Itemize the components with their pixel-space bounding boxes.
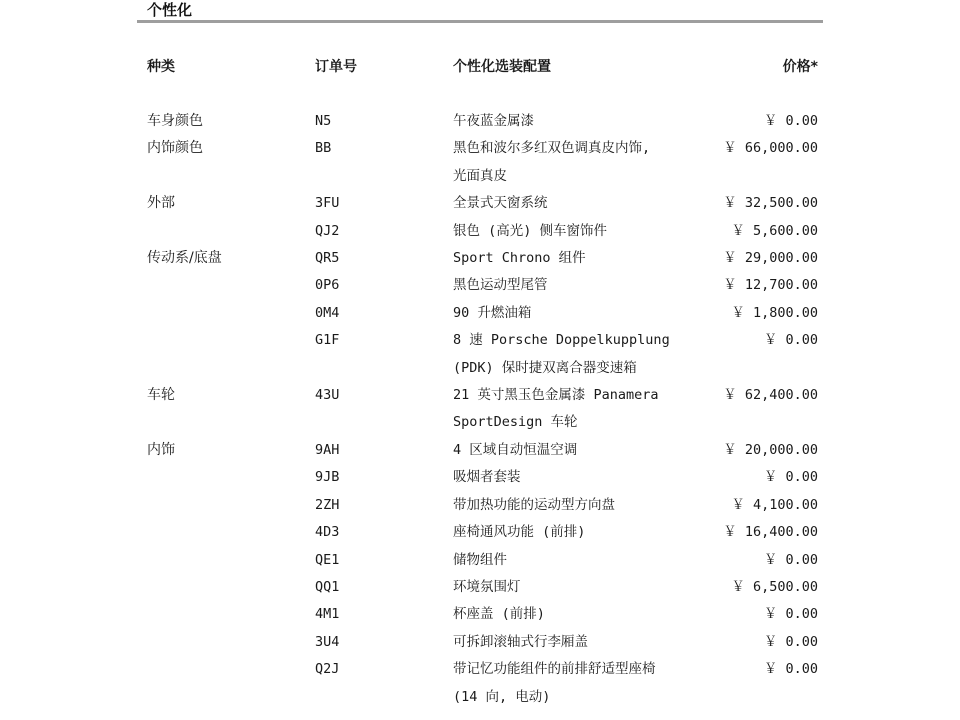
row-price: ￥ 0.00 [763,661,818,678]
table-row [0,656,960,711]
row-option: 黑色和波尔多红双色调真皮内饰, 光面真皮 [453,140,651,184]
table-row [0,245,960,272]
row-category: 车身颜色 [147,113,203,129]
table-row [0,547,960,574]
row-price: ￥ 32,500.00 [723,195,818,212]
row-option: 银色 (高光) 侧车窗饰件 [453,222,608,239]
table-row [0,464,960,491]
row-price: ￥ 20,000.00 [723,441,818,458]
row-option: 90 升燃油箱 [453,304,532,321]
row-option: 21 英寸黑玉色金属漆 Panamera SportDesign 车轮 [453,387,659,431]
table-row [0,300,960,327]
row-price: ￥ 0.00 [763,113,818,129]
table-row [0,629,960,656]
row-price: ￥ 12,700.00 [723,277,818,294]
row-code: 4M1 [315,606,340,623]
header-order-number: 订单号 [315,59,357,75]
row-code: QJ2 [315,222,340,239]
row-category: 车轮 [147,387,175,404]
row-price: ￥ 0.00 [763,469,818,486]
row-code: 43U [315,387,340,404]
row-price: ￥ 0.00 [763,633,818,650]
row-code: 2ZH [315,496,340,513]
row-price: ￥ 0.00 [763,606,818,623]
row-code: BB [315,140,332,157]
row-option: Sport Chrono 组件 [453,250,586,267]
row-price: ￥ 0.00 [763,332,818,349]
header-category: 种类 [147,59,175,75]
row-price: ￥ 0.00 [763,551,818,568]
table-row [0,135,960,190]
row-price: ￥ 1,800.00 [731,304,818,321]
table-row [0,190,960,217]
row-price: ￥ 62,400.00 [723,387,818,404]
row-option: 午夜蓝金属漆 [453,113,534,129]
row-code: 3U4 [315,633,340,650]
header-price: 价格* [782,59,818,75]
row-category: 外部 [147,195,175,212]
row-category: 内饰 [147,441,175,458]
header-option: 个性化选装配置 [453,59,551,75]
table-row [0,492,960,519]
table-row [0,382,960,437]
table-header [0,56,960,78]
row-option: 带记忆功能组件的前排舒适型座椅 (14 向, 电动) [453,661,656,705]
row-code: N5 [315,113,332,129]
row-category: 传动系/底盘 [147,250,222,267]
row-code: QQ1 [315,578,340,595]
row-code: G1F [315,332,340,349]
row-option: 座椅通风功能 (前排) [453,524,586,541]
row-price: ￥ 4,100.00 [731,496,818,513]
row-code: 9AH [315,441,340,458]
row-option: 可拆卸滚轴式行李厢盖 [453,633,588,650]
table-row [0,108,960,135]
row-price: ￥ 29,000.00 [723,250,818,267]
row-code: 0M4 [315,304,340,321]
row-code: Q2J [315,661,340,678]
table-row [0,601,960,628]
table-row [0,272,960,299]
row-category: 内饰颜色 [147,140,203,157]
row-price: ￥ 6,500.00 [731,578,818,595]
row-option: 4 区域自动恒温空调 [453,441,578,458]
table-row [0,437,960,464]
table-row [0,327,960,382]
row-price: ￥ 16,400.00 [723,524,818,541]
row-option: 黑色运动型尾管 [453,277,548,294]
row-option: 环境氛围灯 [453,578,521,595]
row-code: QR5 [315,250,340,267]
table-row [0,218,960,245]
row-code: QE1 [315,551,340,568]
section-title: 个性化 [147,1,193,19]
row-code: 0P6 [315,277,340,294]
row-price: ￥ 5,600.00 [731,222,818,239]
table-row [0,519,960,546]
row-code: 9JB [315,469,340,486]
row-option: 8 速 Porsche Doppelkupplung (PDK) 保时捷双离合器变速箱 [453,332,670,376]
row-option: 带加热功能的运动型方向盘 [453,496,615,513]
title-divider [137,20,823,23]
row-price: ￥ 66,000.00 [723,140,818,157]
row-option: 杯座盖 (前排) [453,606,545,623]
row-option: 全景式天窗系统 [453,195,548,212]
row-option: 储物组件 [453,551,507,568]
table-row [0,574,960,601]
option-table [0,108,960,711]
row-code: 3FU [315,195,340,212]
row-code: 4D3 [315,524,340,541]
row-option: 吸烟者套装 [453,469,521,486]
